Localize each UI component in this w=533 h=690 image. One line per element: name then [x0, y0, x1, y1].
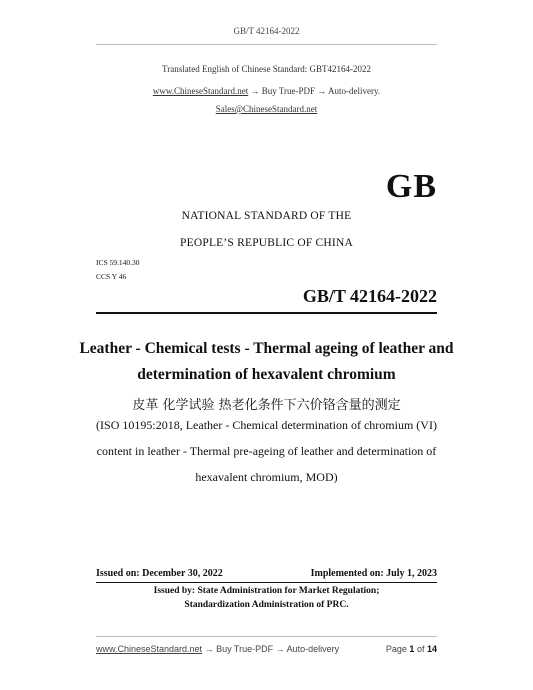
implemented-on: Implemented on: July 1, 2023 [310, 568, 437, 579]
page-total: 14 [426, 644, 437, 654]
issued-on: Issued on: December 30, 2022 [96, 568, 223, 579]
standard-number: GB/T 42164-2022 [302, 286, 437, 306]
iso-reference-line-1: (ISO 10195:2018, Leather - Chemical determination of chromium (VI) [96, 418, 437, 432]
page-indicator [386, 644, 437, 654]
issue-divider [96, 582, 437, 583]
title-en-line-1: Leather - Chemical tests - Thermal ageing of leather and [79, 340, 454, 357]
page-number: 1 [409, 644, 415, 654]
sales-email-link[interactable]: Sales@ChineseStandard.net [215, 104, 318, 114]
issued-by-line-2: Standardization Administration of PRC. [184, 600, 349, 610]
national-standard-line-1: NATIONAL STANDARD OF THE [181, 210, 352, 222]
page-label: Page [385, 644, 407, 654]
title-cn: 皮革 化学试验 热老化条件下六价铬含量的测定 [132, 398, 401, 413]
purchase-line [0, 86, 533, 96]
iso-reference-line-2: content in leather - Thermal pre-ageing of leather and determination of [96, 444, 437, 458]
header-divider [96, 44, 437, 45]
national-standard-line-2: PEOPLE’S REPUBLIC OF CHINA [180, 237, 353, 249]
footer-buy-text: → Buy True-PDF → Auto-delivery [202, 644, 340, 654]
title-divider [96, 312, 437, 314]
footer-site-link[interactable]: www.ChineseStandard.net [96, 644, 203, 654]
of-label: of [416, 644, 425, 654]
translation-note: Translated English of Chinese Standard: GBT42164-2022 [162, 64, 371, 74]
ics-code: ICS 59.140.30 [96, 258, 140, 267]
ccs-code: CCS Y 46 [96, 272, 127, 281]
sales-line [0, 104, 533, 114]
buy-text: → Buy True-PDF → Auto-delivery. [250, 86, 381, 96]
running-header: GB/T 42164-2022 [233, 26, 300, 36]
site-link[interactable]: www.ChineseStandard.net [152, 86, 249, 96]
issued-by-line-1: Issued by: State Administration for Market Regulation; [153, 586, 380, 596]
footer-divider [96, 636, 437, 637]
title-en-line-2: determination of hexavalent chromium [137, 366, 396, 383]
gb-mark: GB [385, 168, 437, 205]
iso-reference-line-3: hexavalent chromium, MOD) [195, 470, 338, 484]
footer [96, 644, 437, 654]
